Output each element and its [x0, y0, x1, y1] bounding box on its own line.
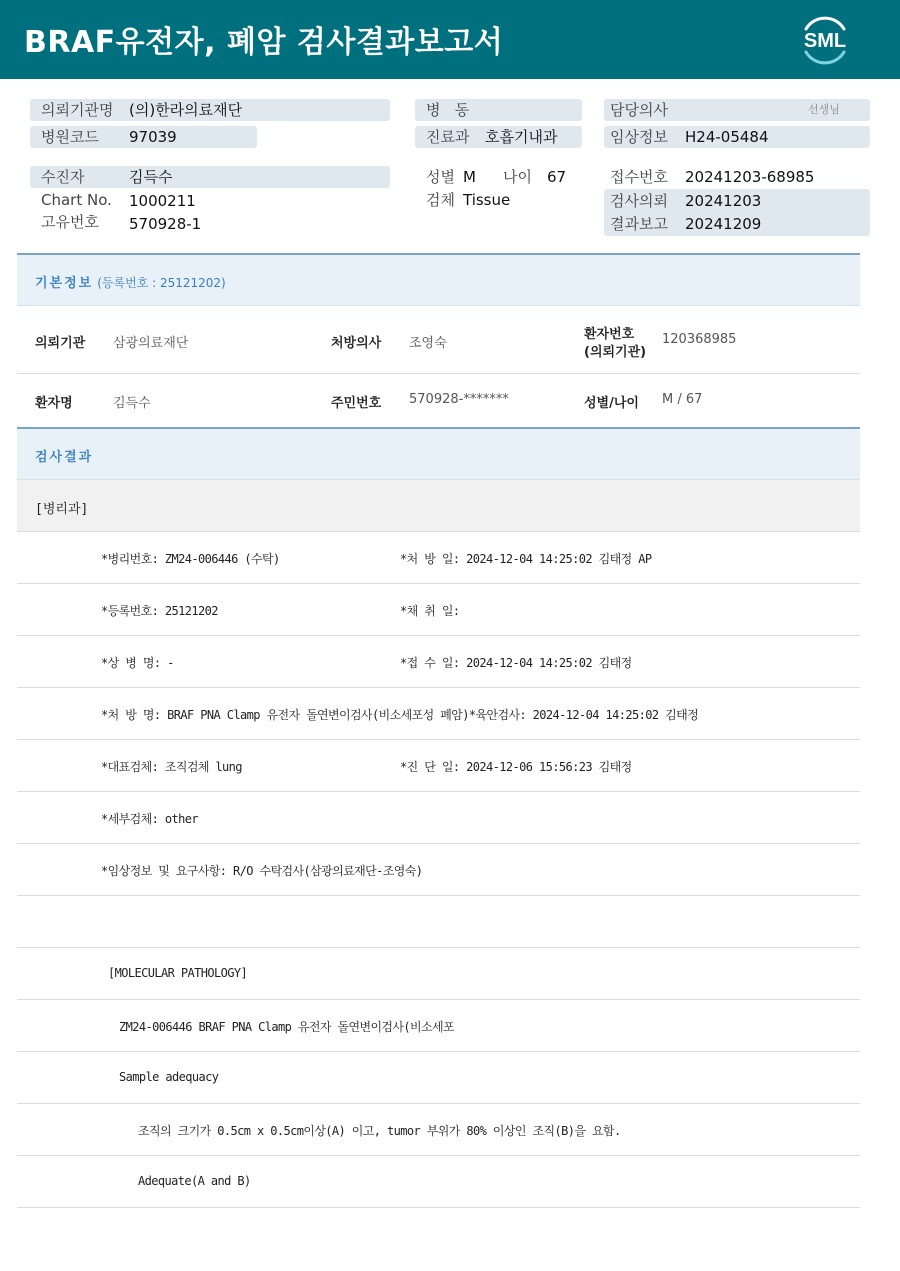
clinical-info-label: 임상정보 [610, 128, 668, 146]
patient-name-key: 환자명 [35, 396, 73, 411]
institution-label: 의뢰기관명 [41, 101, 114, 119]
age-label: 나이 [503, 168, 532, 186]
age-value: 67 [547, 168, 567, 186]
result-lines [17, 532, 860, 1208]
clinical-info-value: H24-05484 [685, 128, 769, 146]
unique-label: 고유번호 [41, 213, 99, 231]
requesting-institution-key: 의뢰기관 [35, 336, 86, 351]
result-right-text: *진 단 일: 2024-12-06 15:56:23 김태정 [400, 760, 632, 774]
receipt-label: 접수번호 [610, 168, 668, 186]
result-left-text: Sample adequacy [119, 1070, 219, 1084]
department-row [17, 480, 860, 532]
result-left-text: Adequate(A and B) [138, 1174, 251, 1188]
result-right-text: *채 취 일: [400, 604, 460, 618]
result-left-text: *등록번호: 25121202 [101, 604, 218, 618]
sex-label: 성별 [426, 168, 455, 186]
result-left-text: *대표검체: 조직검체 lung [101, 760, 242, 774]
patient-number-value: 120368985 [662, 332, 737, 347]
patient-number-key-sub: (의뢰기관) [584, 345, 647, 360]
specimen-value: Tissue [463, 191, 511, 209]
result-row [17, 792, 860, 844]
sex-age-value: M / 67 [662, 392, 703, 407]
result-row [17, 636, 860, 688]
patient-value: 김득수 [129, 168, 173, 186]
result-row [17, 1000, 860, 1052]
result-row [17, 896, 860, 948]
result-row [17, 740, 860, 792]
department-label: 진료과 [426, 128, 470, 146]
registration-number: (등록번호 : 25121202) [97, 276, 226, 290]
result-row [17, 688, 860, 740]
result-row [17, 1156, 860, 1208]
result-left-text: *처 방 명: BRAF PNA Clamp 유전자 돌연변이검사(비소세포성 폐암)*육안검사: 2024-12-04 14:25:02 김태정 [101, 708, 699, 722]
sex-age-key: 성별/나이 [584, 396, 639, 411]
results-title: 검사결과 [35, 450, 94, 465]
patient-number-key: 환자번호 [584, 327, 635, 342]
basic-info-header [17, 253, 860, 306]
request-label: 검사의뢰 [610, 192, 668, 210]
result-left-text: *임상정보 및 요구사항: R/O 수탁검사(삼광의료재단-조영숙) [101, 864, 423, 878]
result-row [17, 1104, 860, 1156]
result-left-text: 조직의 크기가 0.5cm x 0.5cm이상(A) 이고, tumor 부위가 80% 이상인 조직(B)을 요함. [138, 1124, 621, 1138]
patient-label: 수진자 [41, 168, 85, 186]
result-left-text: *세부검체: other [101, 812, 198, 826]
institution-value: (의)한라의료재단 [129, 101, 243, 119]
department-label: [병리과] [35, 502, 89, 517]
chart-value: 1000211 [129, 192, 196, 210]
doctor-suffix: 선생님 [808, 103, 840, 116]
sex-value: M [463, 168, 476, 186]
receipt-value: 20241203-68985 [685, 168, 815, 186]
result-row [17, 948, 860, 1000]
result-left-text: *상 병 명: - [101, 656, 174, 670]
report-label: 결과보고 [610, 215, 668, 233]
result-right-text: *처 방 일: 2024-12-04 14:25:02 김태정 AP [400, 552, 652, 566]
hospital-code-value: 97039 [129, 128, 177, 146]
patient-name-value: 김득수 [113, 396, 151, 411]
ward-label: 병 동 [426, 101, 470, 119]
info-row [17, 374, 860, 427]
request-value: 20241203 [685, 192, 762, 210]
basic-info-section [17, 253, 860, 427]
hospital-code-label: 병원코드 [41, 128, 99, 146]
prescriber-key: 처방의사 [331, 336, 382, 351]
unique-value: 570928-1 [129, 215, 202, 233]
resident-number-key: 주민번호 [331, 396, 382, 411]
doctor-label: 담당의사 [610, 101, 668, 119]
result-row [17, 584, 860, 636]
chart-label: Chart No. [41, 191, 112, 209]
result-row [17, 532, 860, 584]
results-header [17, 427, 860, 480]
result-row [17, 1052, 860, 1104]
report-value: 20241209 [685, 215, 762, 233]
department-value: 호흡기내과 [485, 128, 558, 146]
result-left-text: ZM24-006446 BRAF PNA Clamp 유전자 돌연변이검사(비소세포 [119, 1020, 455, 1034]
report-header [0, 0, 900, 79]
basic-info-title: 기본정보 (등록번호 : 25121202) [35, 276, 226, 291]
report-title: BRAF유전자, 폐암 검사결과보고서 [24, 25, 504, 60]
resident-number-value: 570928-******* [409, 392, 509, 407]
requesting-institution-value: 삼광의료재단 [113, 336, 189, 351]
results-section [17, 427, 860, 1208]
svg-text:SML: SML [803, 30, 847, 52]
sml-logo [796, 12, 854, 66]
specimen-label: 검체 [426, 191, 455, 209]
result-right-text: *접 수 일: 2024-12-04 14:25:02 김태정 [400, 656, 632, 670]
prescriber-value: 조영숙 [409, 336, 447, 351]
result-row [17, 844, 860, 896]
result-left-text: [MOLECULAR PATHOLOGY] [108, 966, 248, 980]
result-left-text: *병리번호: ZM24-006446 (수탁) [101, 552, 280, 566]
info-row [17, 306, 860, 374]
